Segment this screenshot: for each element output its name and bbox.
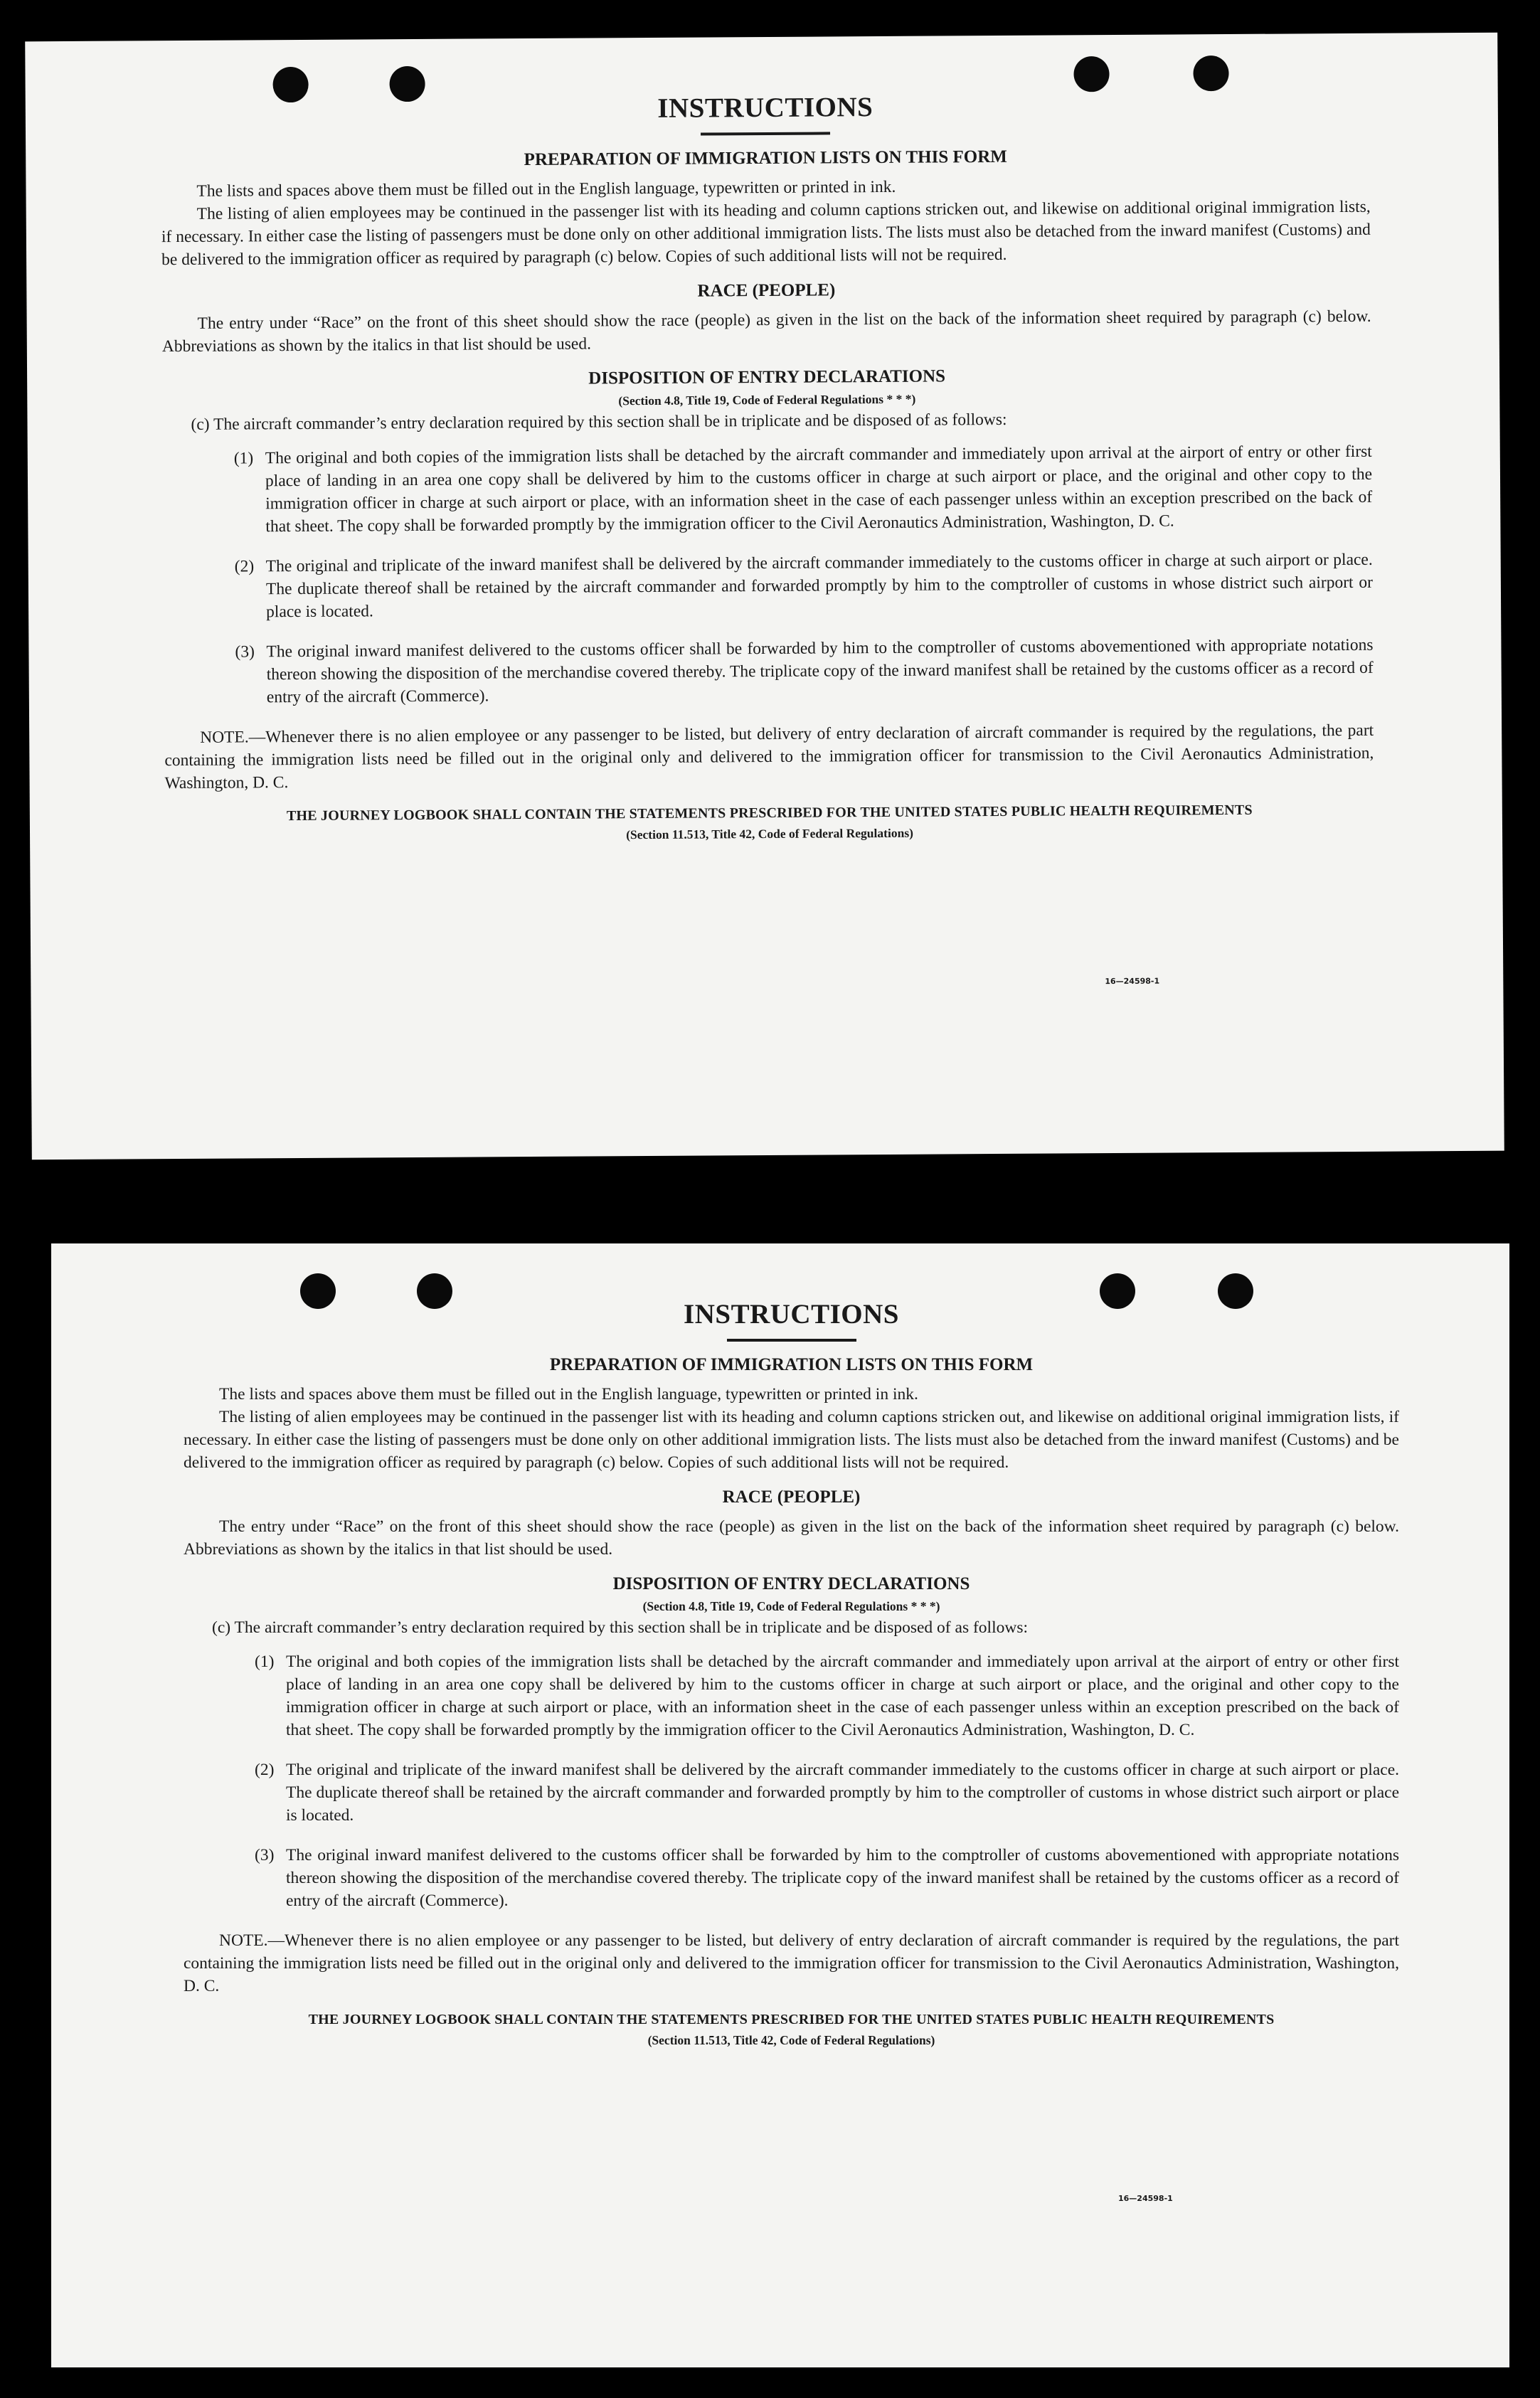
disposition-item-1: [255, 1650, 1399, 1741]
race-heading: RACE (PEOPLE): [722, 1487, 861, 1507]
race-heading: RACE (PEOPLE): [697, 280, 836, 301]
race-para: The entry under “Race” on the front of this sheet should show the race (people) as given in the list on the back of the information sheet required by paragraph (c) below. Abbreviations as shown by the italics in that list should be used.: [184, 1517, 1399, 1559]
document-sheet-top: [25, 33, 1504, 1160]
health-statement: THE JOURNEY LOGBOOK SHALL CONTAIN THE STATEMENTS PRESCRIBED FOR THE UNITED STATES PUBLIC HEALTH REQUIREMENTS: [308, 2012, 1275, 2027]
item-number: (1): [233, 449, 254, 468]
preparation-heading: PREPARATION OF IMMIGRATION LISTS ON THIS FORM: [524, 147, 1007, 170]
item-number: (3): [235, 642, 255, 662]
punch-hole: [1073, 56, 1109, 92]
preparation-para-2: The listing of alien employees may be continued in the passenger list with its heading and column captions stricken out, and likewise on additional original immigration lists, if necessary. In either case the listing of passengers must be done only on other additional immigration lists. The lists must also be detached from the inward manifest (Customs) and be delivered to the immigration officer as required by paragraph (c) below. Copies of such additional lists will not be required.: [161, 197, 1371, 270]
disposition-note: NOTE.—Whenever there is no alien employee or any passenger to be listed, but delivery of entry declaration of aircraft commander is required by the regulations, the part containing the immigration lists need be filled out in the original only and delivered to the immigration officer for transmission to the Civil Aeronautics Administration, Washington, D. C.: [164, 721, 1374, 793]
instructions-content: [161, 89, 1374, 847]
item-number: (3): [255, 1846, 275, 1864]
item-text: The original and both copies of the immigration lists shall be detached by the aircraft commander and immediately upon arrival at the airport of entry or other first place of landing in an area one copy shall be delivered by him to the customs officer in charge at such airport or place, and the original and other copy to the immigration officer in charge at such airport or place, with an information sheet in the case of each passenger unless within an exception prescribed on the back of that sheet. The copy shall be forwarded promptly by the immigration officer to the Civil Aeronautics Administration, Washington, D. C.: [286, 1652, 1399, 1739]
item-text: The original and both copies of the immigration lists shall be detached by the aircraft commander and immediately upon arrival at the airport of entry or other first place of landing in an area one copy shall be delivered by him to the customs officer in charge at such airport or place, and the original and other copy to the immigration officer in charge at such airport or place, with an information sheet in the case of each passenger unless within an exception prescribed on the back of that sheet. The copy shall be forwarded promptly by the immigration officer to the Civil Aeronautics Administration, Washington, D. C.: [265, 442, 1373, 536]
disposition-intro: (c) The aircraft commander’s entry declaration required by this section shall be in triplicate and be disposed of as follows:: [191, 410, 1007, 434]
page-title: INSTRUCTIONS: [657, 92, 873, 124]
preparation-para-1: The lists and spaces above them must be filled out in the English language, typewritten or printed in ink.: [196, 177, 896, 201]
disposition-note: NOTE.—Whenever there is no alien employee or any passenger to be listed, but delivery of entry declaration of aircraft commander is required by the regulations, the part containing the immigration lists need be filled out in the original only and delivered to the immigration officer for transmission to the Civil Aeronautics Administration, Washington, D. C.: [184, 1931, 1399, 1995]
disposition-item-1: [234, 440, 1373, 539]
item-number: (2): [255, 1761, 275, 1779]
health-citation: (Section 11.513, Title 42, Code of Federal Regulations): [626, 825, 913, 842]
health-citation: (Section 11.513, Title 42, Code of Federal Regulations): [647, 2033, 935, 2047]
preparation-para-1: The lists and spaces above them must be filled out in the English language, typewritten or printed in ink.: [219, 1385, 918, 1404]
document-sheet-bottom: [51, 1243, 1509, 2367]
page-title: INSTRUCTIONS: [684, 1299, 899, 1330]
item-text: The original inward manifest delivered to the customs officer shall be forwarded by him to the comptroller of customs abovementioned with appropriate notations thereon showing the disposition of the merchandise covered thereby. The triplicate copy of the inward manifest shall be retained by the customs officer as a record of entry of the aircraft (Commerce).: [286, 1846, 1399, 1910]
item-text: The original and triplicate of the inward manifest shall be delivered by the aircraft commander immediately to the customs officer in charge at such airport or place. The duplicate thereof shall be retained by the aircraft commander and forwarded promptly by him to the comptroller of customs in whose district such airport or place is located.: [265, 550, 1373, 622]
disposition-item-3: [235, 634, 1374, 709]
disposition-citation: (Section 4.8, Title 19, Code of Federal Regulations * * *): [642, 1599, 940, 1613]
disposition-item-2: [235, 548, 1374, 624]
item-number: (2): [234, 557, 255, 576]
item-text: The original and triplicate of the inward manifest shall be delivered by the aircraft commander immediately to the customs officer in charge at such airport or place. The duplicate thereof shall be retained by the aircraft commander and forwarded promptly by him to the comptroller of customs in whose district such airport or place is located.: [286, 1761, 1399, 1825]
item-number: (1): [255, 1652, 275, 1671]
race-para: The entry under “Race” on the front of this sheet should show the race (people) as given in the list on the back of the information sheet required by paragraph (c) below. Abbreviations as shown by the italics in that list should be used.: [161, 307, 1371, 356]
form-number: 16—24598-1: [1105, 976, 1160, 987]
disposition-intro: (c) The aircraft commander’s entry declaration required by this section shall be in triplicate and be disposed of as follows:: [212, 1618, 1028, 1637]
disposition-item-3: [255, 1844, 1399, 1912]
preparation-heading: PREPARATION OF IMMIGRATION LISTS ON THIS FORM: [549, 1355, 1034, 1374]
preparation-para-2: The listing of alien employees may be continued in the passenger list with its heading and column captions stricken out, and likewise on additional original immigration lists, if necessary. In either case the listing of passengers must be done only on other additional immigration lists. The lists must also be detached from the inward manifest (Customs) and be delivered to the immigration officer as required by paragraph (c) below. Copies of such additional lists will not be required.: [184, 1408, 1399, 1472]
punch-hole: [1193, 55, 1228, 91]
instructions-content: [184, 1299, 1399, 2050]
disposition-heading: DISPOSITION OF ENTRY DECLARATIONS: [612, 1574, 970, 1593]
form-number: 16—24598-1: [1118, 2194, 1173, 2203]
disposition-citation: (Section 4.8, Title 19, Code of Federal Regulations * * *): [618, 391, 916, 408]
disposition-heading: DISPOSITION OF ENTRY DECLARATIONS: [588, 366, 946, 388]
disposition-item-2: [255, 1758, 1399, 1827]
item-text: The original inward manifest delivered to the customs officer shall be forwarded by him to the comptroller of customs abovementioned with appropriate notations thereon showing the disposition of the merchandise covered thereby. The triplicate copy of the inward manifest shall be retained by the customs officer as a record of entry of the aircraft (Commerce).: [266, 635, 1374, 707]
health-statement: THE JOURNEY LOGBOOK SHALL CONTAIN THE STATEMENTS PRESCRIBED FOR THE UNITED STATES PUBLIC HEALTH REQUIREMENTS: [286, 802, 1253, 824]
